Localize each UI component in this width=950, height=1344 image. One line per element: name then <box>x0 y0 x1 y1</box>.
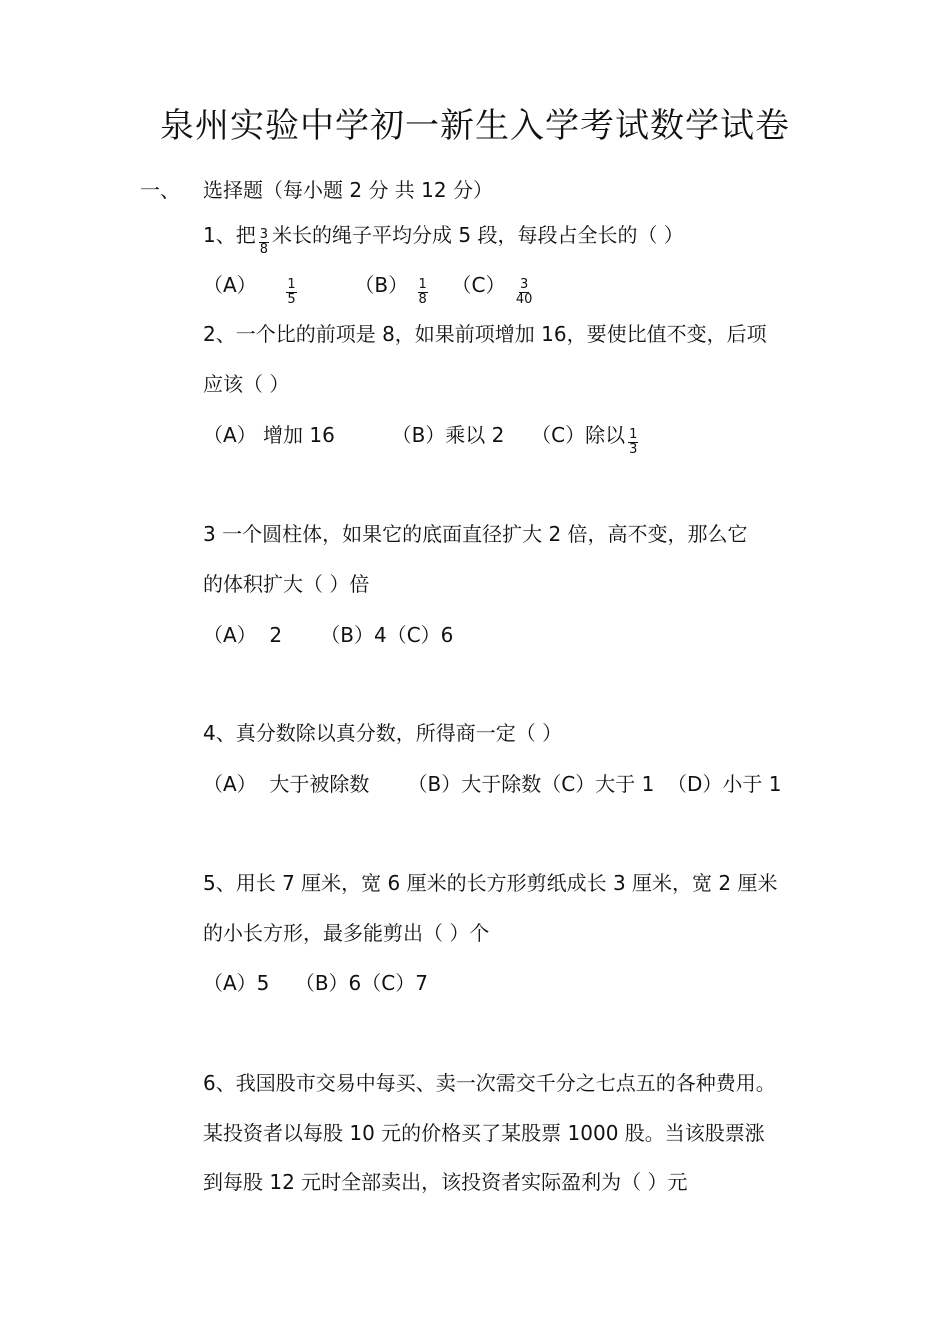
q5-options: （A）5 （B）6（C）7 <box>203 971 428 995</box>
q1-b-num: 1 <box>418 277 427 292</box>
q2-option-b: （B）乘以 2 <box>391 423 505 447</box>
q2-options <box>203 422 641 457</box>
q1-frac-num: 3 <box>259 227 269 242</box>
q6-line1: 6、我国股市交易中每买、卖一次需交千分之七点五的各种费用。 <box>203 1071 776 1095</box>
q1-b-den: 8 <box>418 292 427 307</box>
q1-frac-den: 8 <box>259 242 269 257</box>
q3-options: （A） 2 （B）4（C）6 <box>203 623 454 647</box>
q1-options <box>203 272 536 307</box>
q1-option-c-label: （C） <box>451 273 506 297</box>
q6-line3: 到每股 12 元时全部卖出，该投资者实际盈利为（ ）元 <box>203 1170 688 1194</box>
q4-options: （A） 大于被除数 （B）大于除数（C）大于 1 （D）小于 1 <box>203 772 782 796</box>
q1-a-den: 5 <box>287 292 296 307</box>
q1-option-c-frac <box>515 278 534 307</box>
q1-fraction <box>259 228 269 257</box>
exam-title: 泉州实验中学初一新生入学考试数学试卷 <box>160 106 790 146</box>
q2-c-num: 1 <box>629 427 638 442</box>
section-number: 一、 <box>140 178 180 202</box>
q1-option-a-label: （A） <box>203 273 257 297</box>
q2-line1: 2、一个比的前项是 8，如果前项增加 16，要使比值不变，后项 <box>203 322 767 346</box>
q2-option-c: （C）除以 <box>531 423 626 447</box>
q1-option-a-frac <box>286 278 296 307</box>
q1-option-b-label: （B） <box>354 273 409 297</box>
q3-line1: 3 一个圆柱体，如果它的底面直径扩大 2 倍，高不变，那么它 <box>203 522 748 546</box>
q6-line2: 某投资者以每股 10 元的价格买了某股票 1000 股。当该股票涨 <box>203 1121 765 1145</box>
q5-line2: 的小长方形，最多能剪出（ ）个 <box>203 921 490 945</box>
q1-a-num: 1 <box>287 277 296 292</box>
q1-c-den: 40 <box>515 292 533 307</box>
q1-option-b-frac <box>418 278 428 307</box>
q2-line2: 应该（ ） <box>203 372 290 396</box>
q2-c-den: 3 <box>629 442 638 457</box>
q1-suffix: 米长的绳子平均分成 5 段，每段占全长的（ ） <box>272 223 684 247</box>
q3-line2: 的体积扩大（ ）倍 <box>203 572 370 596</box>
q2-option-a: （A） 增加 16 <box>203 423 335 447</box>
q5-line1: 5、用长 7 厘米，宽 6 厘米的长方形剪纸成长 3 厘米，宽 2 厘米 <box>203 871 778 895</box>
q1-prefix: 1、把 <box>203 223 256 247</box>
q1-c-num: 3 <box>519 277 529 292</box>
section-title: 选择题（每小题 2 分 共 12 分） <box>203 178 493 202</box>
q1-stem <box>203 222 684 257</box>
q4-line1: 4、真分数除以真分数，所得商一定（ ） <box>203 721 563 745</box>
q2-option-c-frac <box>628 428 638 457</box>
